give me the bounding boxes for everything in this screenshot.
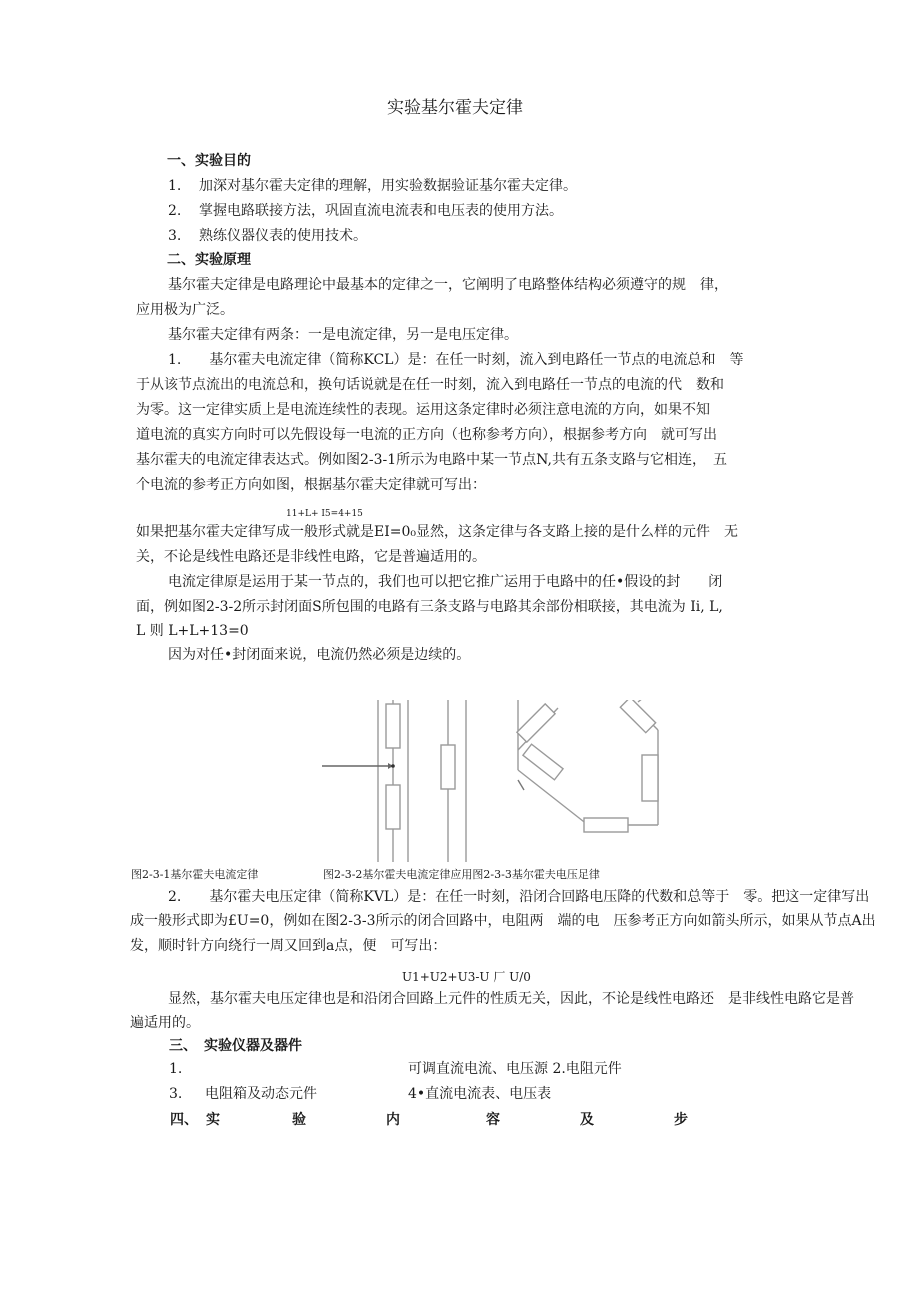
list-item: 电阻箱及动态元件 xyxy=(205,1086,317,1102)
figure-kvl-loop xyxy=(517,700,658,832)
paragraph-line: 成一般形式即为£U=0，例如在图2-3-3所示的闭合回路中，电阻两 端的电 压参考正方向如箭头所示，如果从节点A出 xyxy=(130,913,876,929)
section-heading-content: 四、 xyxy=(170,1112,198,1128)
list-item: 可调直流电流、电压源 2.电阻元件 xyxy=(408,1061,622,1077)
section-heading-char: 实 xyxy=(206,1112,220,1128)
list-item-number: 1. xyxy=(169,1061,183,1077)
paragraph-line: 电流定律原是运用于某一节点的，我们也可以把它推广运用于电路中的任•假设的封 闭 xyxy=(168,574,723,590)
figure-caption: 图2-3-2基尔霍夫电流定律应用图2-3-3基尔霍夫电压足律 xyxy=(323,868,600,881)
figure-kcl-node xyxy=(322,700,408,862)
paragraph-line: 因为对任•封闭面来说，电流仍然必须是边续的。 xyxy=(168,647,471,663)
paragraph-line: L 则 L+L+13=0 xyxy=(136,623,249,639)
section-heading-char: 验 xyxy=(292,1112,306,1128)
paragraph-line: 基尔霍夫定律有两条：一是电流定律，另一是电压定律。 xyxy=(168,327,518,343)
paragraph-line: 2. 基尔霍夫电压定律（简称KVL）是：在任一时刻，沿闭合回路电压降的代数和总等于 零。把这一定律写出 xyxy=(168,889,870,905)
section-heading-principle: 二、实验原理 xyxy=(167,252,251,268)
paragraph-line: 关，不论是线性电路还是非线性电路，它是普遍适用的。 xyxy=(136,549,486,565)
section-heading-instruments: 三、 实验仪器及器件 xyxy=(169,1038,302,1054)
figure-caption: 图2-3-1基尔霍夫电流定律 xyxy=(131,868,259,881)
list-item-number: 3. xyxy=(168,228,182,244)
paragraph-line: 遍适用的。 xyxy=(130,1015,200,1031)
list-item-number: 3. xyxy=(169,1086,183,1102)
paragraph-line: 基尔霍夫的电流定律表达式。例如图2-3-1所示为电路中某一节点N,共有五条支路与它相连， 五 xyxy=(136,452,727,468)
paragraph-line: 发，顺时针方向绕行一周又回到a点，便 可写出： xyxy=(130,938,447,954)
list-item-number: 1. xyxy=(168,178,182,194)
section-heading-char: 及 xyxy=(580,1112,594,1128)
paragraph-line: 面，例如图2-3-2所示封闭面S所包围的电路有三条支路与电路其余部份相联接，其电流为 Ii, L, xyxy=(136,599,723,615)
figure-kcl-closed-surface xyxy=(441,700,466,862)
paragraph-line: 为零。这一定律实质上是电流连续性的表现。运用这条定律时必须注意电流的方向，如果不知 xyxy=(136,402,710,418)
circuit-figures xyxy=(318,700,678,862)
paragraph-line: 道电流的真实方向时可以先假设每一电流的正方向（也称参考方向），根据参考方向 就可写出 xyxy=(136,427,717,443)
list-item: 熟练仪器仪表的使用技术。 xyxy=(199,228,367,244)
equation-kvl: U1+U2+U3-U 厂 U/0 xyxy=(402,970,531,984)
paragraph-line: 显然，基尔霍夫电压定律也是和沿闭合回路上元件的性质无关，因此，不论是线性电路还 是非线性电路它是普 xyxy=(168,991,854,1007)
paragraph-line: 基尔霍夫定律是电路理论中最基本的定律之一，它阐明了电路整体结构必须遵守的规 律， xyxy=(168,277,728,293)
paragraph-line: 于从该节点流出的电流总和，换句话说就是在任一时刻，流入到电路任一节点的电流的代 数和 xyxy=(136,377,724,393)
section-heading-char: 容 xyxy=(486,1112,500,1128)
section-heading-purpose: 一、实验目的 xyxy=(167,153,251,169)
paragraph-line: 应用极为广泛。 xyxy=(136,302,234,318)
section-heading-char: 内 xyxy=(386,1112,400,1128)
paragraph-line: 个电流的参考正方向如图，根据基尔霍夫定律就可写出： xyxy=(136,477,486,493)
document-title: 实验基尔霍夫定律 xyxy=(387,98,523,118)
paragraph-line: 如果把基尔霍夫定律写成一般形式就是EI=0₀显然，这条定律与各支路上接的是什么样的元件 无 xyxy=(136,524,738,540)
list-item: 4•直流电流表、电压表 xyxy=(408,1086,552,1102)
section-heading-char: 步 xyxy=(674,1112,688,1128)
equation-kcl: 11+L+ I5=4+15 xyxy=(286,509,363,519)
list-item-number: 2. xyxy=(168,203,182,219)
list-item: 掌握电路联接方法，巩固直流电流表和电压表的使用方法。 xyxy=(199,203,563,219)
paragraph-line: 1. 基尔霍夫电流定律（简称KCL）是：在任一时刻，流入到电路任一节点的电流总和 等 xyxy=(168,352,744,368)
list-item: 加深对基尔霍夫定律的理解，用实验数据验证基尔霍夫定律。 xyxy=(199,178,577,194)
